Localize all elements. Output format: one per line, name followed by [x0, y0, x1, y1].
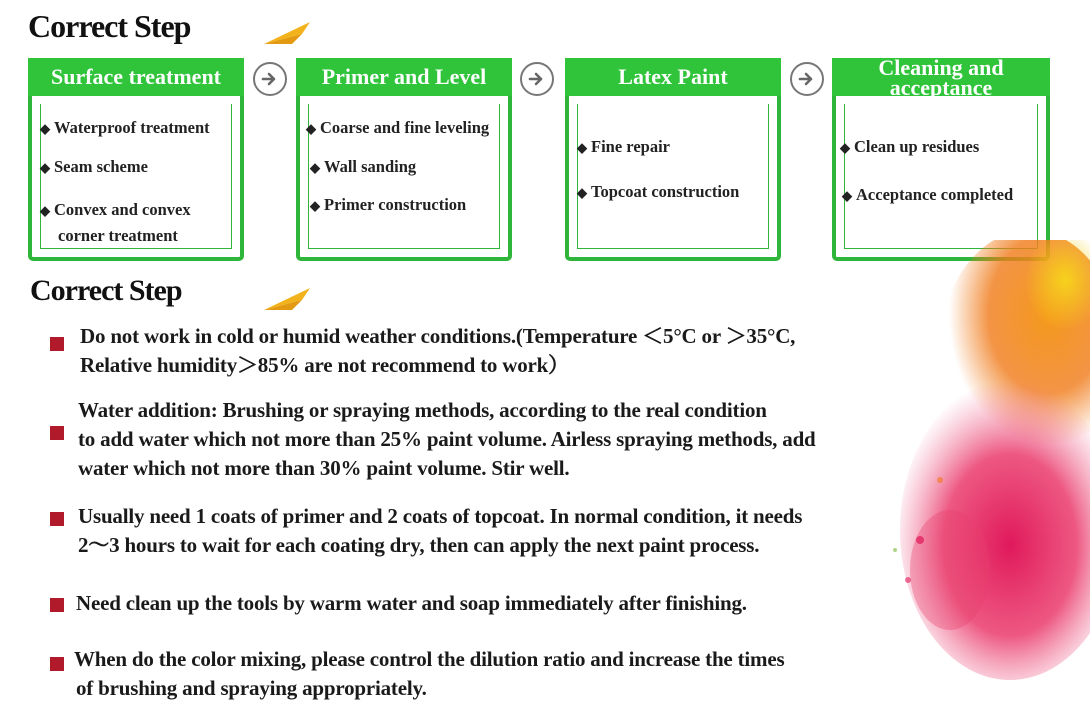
diamond-bullet-icon: ◆	[310, 160, 320, 175]
pencil-icon	[262, 18, 312, 46]
list-item: ◆ Seam scheme	[40, 157, 148, 176]
note-line: to add water which not more than 25% paint volume. Airless spraying methods, add	[78, 427, 816, 451]
square-bullet-icon	[50, 657, 64, 671]
diamond-bullet-icon: ◆	[310, 198, 320, 213]
pencil-icon	[262, 284, 312, 312]
list-item: ◆ Convex and convex	[40, 200, 191, 219]
diamond-bullet-icon: ◆	[842, 188, 852, 203]
note-item	[78, 502, 802, 560]
step-card-surface-treatment	[28, 58, 244, 261]
note-line: Relative humidity＞85% are not recommend to work）	[80, 353, 569, 377]
list-item: ◆ Acceptance completed	[842, 185, 1014, 204]
step-body	[577, 104, 769, 249]
square-bullet-icon	[50, 512, 64, 526]
note-item	[78, 396, 816, 483]
step-title-line: acceptance	[889, 75, 993, 100]
step-card-cleaning-and-acceptance	[832, 55, 1050, 261]
diamond-bullet-icon: ◆	[840, 140, 850, 155]
note-line: Usually need 1 coats of primer and 2 coats of topcoat. In normal condition, it needs	[78, 504, 803, 528]
arrow-right-circle-icon	[790, 62, 824, 96]
list-item: ◆ Waterproof treatment	[40, 118, 210, 137]
square-bullet-icon	[50, 426, 64, 440]
list-item: ◆ Clean up residues	[840, 137, 980, 156]
note-line: Do not work in cold or humid weather conditions.(Temperature ＜5°C or ＞35°C,	[80, 324, 796, 348]
diamond-bullet-icon: ◆	[306, 121, 316, 136]
step-card-latex-paint	[565, 58, 781, 261]
square-bullet-icon	[50, 598, 64, 612]
page-title: Correct Step	[28, 8, 191, 44]
note-line: Water addition: Brushing or spraying methods, according to the real condition	[78, 398, 767, 422]
note-item	[76, 589, 747, 618]
section-title: Correct Step	[30, 274, 182, 307]
list-item: corner treatment	[58, 226, 178, 245]
diamond-bullet-icon: ◆	[40, 203, 50, 218]
note-line: of brushing and spraying appropriately.	[76, 676, 427, 700]
list-item: ◆ Fine repair	[577, 137, 670, 156]
note-line: Need clean up the tools by warm water and soap immediately after finishing.	[76, 591, 747, 615]
note-line: 2～3 hours to wait for each coating dry, then can apply the next paint process.	[78, 533, 760, 557]
note-line: When do the color mixing, please control the dilution ratio and increase the times	[74, 647, 785, 671]
note-item	[74, 645, 784, 703]
diamond-bullet-icon: ◆	[577, 140, 587, 155]
step-title: Latex Paint	[565, 58, 781, 96]
step-title-line: Cleaning and	[878, 55, 1004, 80]
list-item: ◆ Topcoat construction	[577, 182, 740, 201]
paint-splash-image	[880, 240, 1090, 700]
step-title: Surface treatment	[28, 58, 244, 96]
list-item: ◆ Coarse and fine leveling	[306, 118, 490, 137]
list-item: ◆ Primer construction	[310, 195, 467, 214]
arrow-right-circle-icon	[520, 62, 554, 96]
note-line: water which not more than 30% paint volume. Stir well.	[78, 456, 570, 480]
square-bullet-icon	[50, 337, 64, 351]
note-item	[80, 322, 795, 380]
diamond-bullet-icon: ◆	[40, 121, 50, 136]
arrow-right-circle-icon	[253, 62, 287, 96]
step-body	[844, 104, 1038, 249]
step-card-primer-and-level	[296, 58, 512, 261]
diamond-bullet-icon: ◆	[577, 185, 587, 200]
list-item: ◆ Wall sanding	[310, 157, 417, 176]
diamond-bullet-icon: ◆	[40, 160, 50, 175]
step-title: Primer and Level	[296, 58, 512, 96]
step-title	[832, 55, 1050, 100]
